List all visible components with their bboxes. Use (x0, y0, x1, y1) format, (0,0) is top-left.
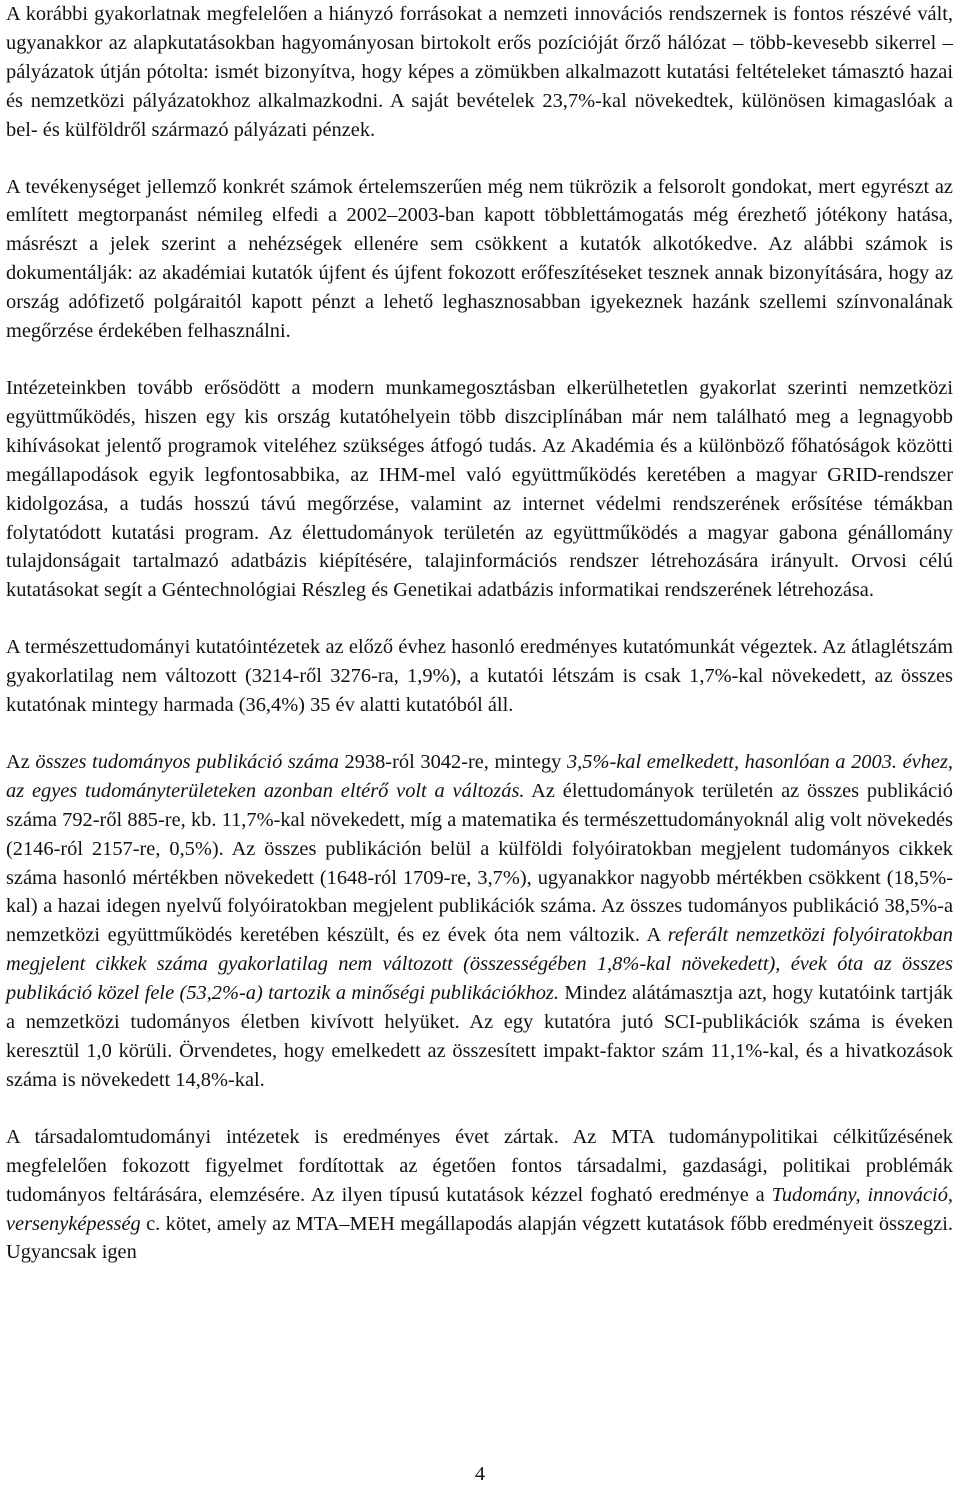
paragraph-5 (6, 748, 953, 1095)
text-run: c. kötet, amely az MTA–MEH megállapodás alapján végzett kutatások főbb eredményeit összegzi. Ugyancsak igen (6, 1212, 953, 1264)
paragraph-2 (6, 173, 953, 346)
page-number: 4 (474, 1463, 486, 1485)
italic-text-run: 3,5%-kal emelkedett, hasonlóan a 2003. évhez, az egyes tudományterületeken azonban eltérő volt a változás. (6, 750, 953, 802)
text-run: A tevékenységet jellemző konkrét számok értelemszerűen még nem tükrözik a felsorolt gondokat, mert egyrészt az említett megtorpanást némileg elfedi a 2002–2003-ban kapott többlettámogatás még érezhető jótékony hatása, másrészt a jelek szerint a nehézségek ellenére sem csökkent a kutatók alkotókedve. Az alábbi számok is dokumentálják: az akadémiai kutatók újfent és újfent fokozott erőfeszítéseket tesznek annak bizonyítására, hogy az ország adófizető polgáraitól kapott pénzt a lehető leghasznosabban igyekeznek hazánk szellemi színvonalának megőrzése érdekében felhasználni. (6, 175, 953, 343)
text-run: A természettudományi kutatóintézetek az előző évhez hasonló eredményes kutatómunkát végeztek. Az átlaglétszám gyakorlatilag nem változott (3214-ről 3276-ra, 1,9%), a kutatói létszám is csak 1,7%-kal növekedett, az összes kutatónak mintegy harmada (36,4%) 35 év alatti kutatóból áll. (6, 636, 953, 717)
text-run: A korábbi gyakorlatnak megfelelően a hiányzó forrásokat a nemzeti innovációs rendszernek is fontos részévé vált, ugyanakkor az alapkutatásokban hagyományosan birtokolt erős pozícióját őrző hálózat – több-kevesebb sikerrel – pályázatok útján pótolta: ismét bizonyítva, hogy képes a zömükben alkalmazott kutatási feltételeket támasztó hazai és nemzetközi pályázatokhoz alkalmazkodni. A saját bevételek 23,7%-kal növekedtek, különösen kimagaslóak a bel- és külföldről származó pályázati pénzek. (6, 3, 953, 141)
italic-text-run: Tudomány, innováció, versenyképesség (6, 1183, 953, 1235)
paragraph-4 (6, 633, 953, 720)
paragraph-1 (6, 0, 953, 145)
text-run: 2938-ról 3042-re, mintegy (338, 750, 567, 773)
italic-text-run: referált nemzetközi folyóiratokban megjelent cikkek száma gyakorlatilag nem változott (összességében 1,8%-kal növekedett), évek óta az összes publikáció közel fele (53,2%-a) tartozik a minőségi publikációkhoz. (6, 924, 953, 1005)
text-run: Az (6, 750, 36, 773)
text-run: A társadalomtudományi intézetek is eredményes évet zártak. Az MTA tudománypolitikai célkitűzésének megfelelően fokozott figyelmet fordítottak az égetően fontos társadalmi, gazdasági, politikai problémák tudományos feltárására, elemzésére. Az ilyen típusú kutatások kézzel fogható eredménye a (6, 1125, 953, 1206)
text-run: Intézeteinkben tovább erősödött a modern munkamegosztásban elkerülhetetlen gyakorlat szerinti nemzetközi együttműködés, hiszen egy kis ország kutatóhelyein több diszciplínában már nem található meg a legnagyobb kihívásokat jelentő programok viteléhez szükséges átfogó tudás. Az Akadémia és a különböző főhatóságok közötti megállapodások egyik legfontosabbika, az IHM-mel való együttműködés keretében a magyar GRID-rendszer kidolgozása, a tudás hosszú távú megőrzése, valamint az internet védelmi rendszerének erősítése témákban folytatódott kutatási program. Az élettudományok területén az együttműködés a magyar gabona génállomány tulajdonságait tartalmazó adatbázis kiépítésére, talajinformációs rendszer létrehozására irányult. Orvosi célú kutatásokat segít a Géntechnológiai Részleg és Genetikai adatbázis informatikai rendszerének létrehozása. (6, 376, 953, 602)
paragraph-6 (6, 1123, 953, 1268)
text-run: Az élettudományok területén az összes publikáció száma 792-ről 885-re, kb. 11,7%-kal növekedett, míg a matematika és természettudományoknál alig volt növekedés (2146-ról 2157-re, 0,5%). Az összes publikáción belül a külföldi folyóiratokban megjelent tudományos cikkek száma hasonló mértékben növekedett (1648-ról 1709-re, 3,7%), ugyanakkor nagyobb mértékben csökkent (18,5%-kal) a hazai idegen nyelvű folyóiratokban megjelent publikációk száma. Az összes tudományos publikáció 38,5%-a nemzetközi együttműködés keretében készült, és ez évek óta nem változik. A (6, 779, 953, 947)
italic-text-run: összes tudományos publikáció száma (35, 750, 339, 773)
paragraph-3 (6, 374, 953, 605)
text-run: Mindez alátámasztja azt, hogy kutatóink tartják a nemzetközi tudományos életben kivívott helyüket. Az egy kutatóra jutó SCI-publikációk száma is éveken keresztül 1,0 körüli. Örvendetes, hogy emelkedett az összesített impakt-faktor szám 11,1%-kal, és a hivatkozások száma is növekedett 14,8%-kal. (6, 982, 953, 1091)
